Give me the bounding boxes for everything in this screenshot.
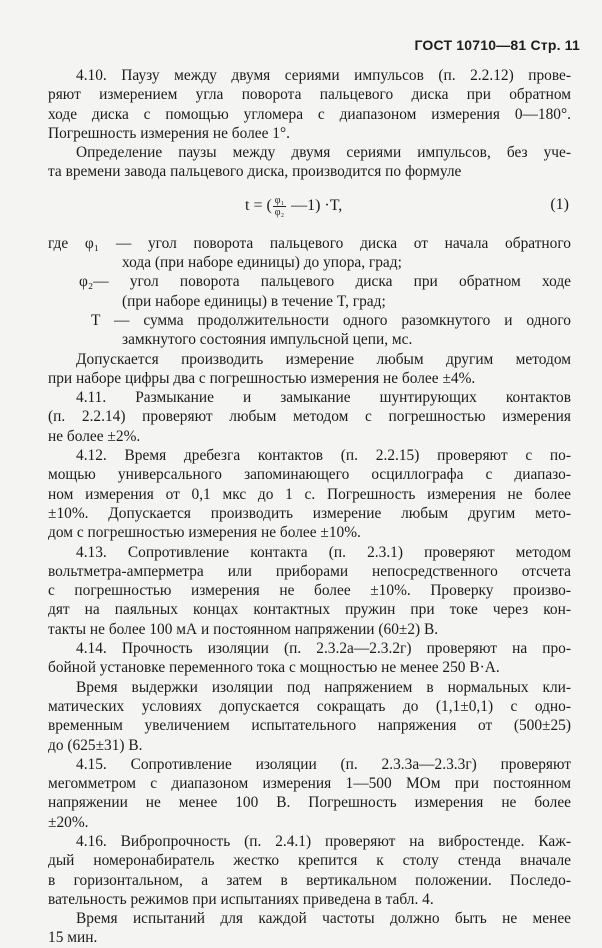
paragraph	[48, 446, 571, 542]
text-line: φ₂— угол поворота пальцевого диска при обратном ходе	[79, 273, 571, 291]
text-line: та времени завода пальцевого диска, производится по формуле	[48, 163, 462, 181]
text-line: вольтметра-амперметра или приборами непосредственного отсчета	[48, 562, 571, 580]
text-line: матических условиях допускается сокращать до (1,1±0,1) с одно-	[48, 697, 571, 715]
paragraph	[48, 909, 571, 948]
text-line: замкнутого состояния импульсной цепи, мс.	[122, 331, 413, 349]
text-line: хода (при наборе единицы) до упора, град;	[122, 254, 402, 272]
text-line: временным увеличением испытательного напряжения от (500±25)	[48, 717, 571, 735]
text-line: ±10%. Допускается производить измерение любым другим мето-	[48, 504, 571, 522]
text-line: в горизонтальном, а затем в вертикальном положении. Последо-	[48, 871, 571, 889]
formula-right: —1) ·T,	[287, 196, 343, 214]
paragraph	[48, 388, 571, 446]
text-line: не более ±2%.	[48, 427, 141, 445]
text-line: 4.12. Время дребезга контактов (п. 2.2.15) проверяют с по-	[76, 447, 571, 465]
fraction-numerator: φ₁	[274, 194, 285, 206]
text-line: мощью универсального запоминающего осциллографа с диапазо-	[48, 466, 571, 484]
formula-number: (1)	[550, 195, 569, 213]
text-line: ряют измерением угла поворота пальцевого диска при обратном	[48, 86, 571, 104]
paragraph	[48, 143, 571, 182]
text-line: до (625±31) В.	[48, 736, 143, 754]
text-line: 4.11. Размыкание и замыкание шунтирующих контактов	[76, 389, 571, 407]
text-line: 15 мин.	[48, 929, 98, 947]
text-line: Определение паузы между двумя сериями импульсов, без уче-	[76, 144, 571, 162]
text-line: где φ₁ — угол поворота пальцевого диска от начала обратного	[48, 234, 571, 252]
text-line: T — сумма продолжительности одного разомкнутого и одного	[91, 311, 571, 329]
text-line: 4.15. Сопротивление изоляции (п. 2.3.3а—2.3.3г) проверяют	[76, 755, 571, 773]
text-line: (п. 2.2.14) проверяют любым методом с погрешностью измерения	[48, 408, 571, 426]
text-line: такты не более 100 мА и постоянном напряжении (60±2) В.	[48, 620, 439, 638]
text-line: ном измерения от 0,1 мкс до 1 с. Погрешность измерения не более	[48, 485, 571, 503]
text-line: Время выдержки изоляции под напряжением в нормальных кли-	[76, 678, 571, 696]
paragraph	[48, 832, 571, 909]
text-line: напряжении не менее 100 В. Погрешность измерения не более	[48, 794, 571, 812]
text-line: дом с погрешностью измерения не более ±10%.	[48, 524, 361, 542]
text-line: (при наборе единицы) в течение T, град;	[122, 292, 386, 310]
paragraph	[48, 639, 571, 678]
page-header: ГОСТ 10710—81 Стр. 11	[414, 37, 580, 53]
text-line: Погрешность измерения не более 1°.	[48, 124, 290, 142]
text-line: мегомметром с диапазоном измерения 1—500 МОм при постоянном	[48, 775, 571, 793]
text-line: 4.16. Вибропрочность (п. 2.4.1) проверяют на вибростенде. Каж-	[76, 832, 571, 850]
paragraph	[48, 755, 571, 832]
document-body	[48, 66, 571, 948]
text-line: 4.14. Прочность изоляции (п. 2.3.2а—2.3.2г) проверяют на про-	[76, 640, 571, 658]
text-line: Допускается производить измерение любым другим методом	[76, 350, 571, 368]
paragraph	[48, 66, 571, 143]
text-line: 4.10. Паузу между двумя сериями импульсов (п. 2.2.12) прове-	[76, 67, 571, 84]
text-line: вательность режимов при испытаниях приведена в табл. 4.	[48, 890, 434, 908]
formula-left: t = (	[245, 196, 272, 214]
text-line: ±20%.	[48, 813, 89, 831]
paragraph	[48, 234, 571, 350]
text-line: Время испытаний для каждой частоты должно быть не менее	[76, 910, 571, 928]
formula	[48, 186, 571, 228]
paragraph	[48, 543, 571, 639]
fraction-denominator: φ₂	[274, 206, 285, 218]
text-line: дый номеронабиратель жестко крепится к столу стенда вначале	[48, 852, 571, 870]
text-line: дят на паяльных концах контактных пружин при токе через кон-	[48, 601, 571, 619]
text-line: ходе диска с помощью угломера с диапазоном измерения 0—180°.	[48, 105, 571, 123]
paragraph	[48, 350, 571, 389]
text-line: с погрешностью измерения не более ±10%. Проверку произво-	[48, 582, 571, 600]
formula-fraction	[273, 195, 286, 218]
text-line: бойной установке переменного тока с мощностью не менее 250 В·А.	[48, 659, 500, 677]
paragraph	[48, 678, 571, 755]
text-line: 4.13. Сопротивление контакта (п. 2.3.1) проверяют методом	[76, 543, 571, 561]
text-line: при наборе цифры два с погрешностью измерения не более ±4%.	[48, 369, 476, 387]
formula-expression	[245, 195, 342, 218]
